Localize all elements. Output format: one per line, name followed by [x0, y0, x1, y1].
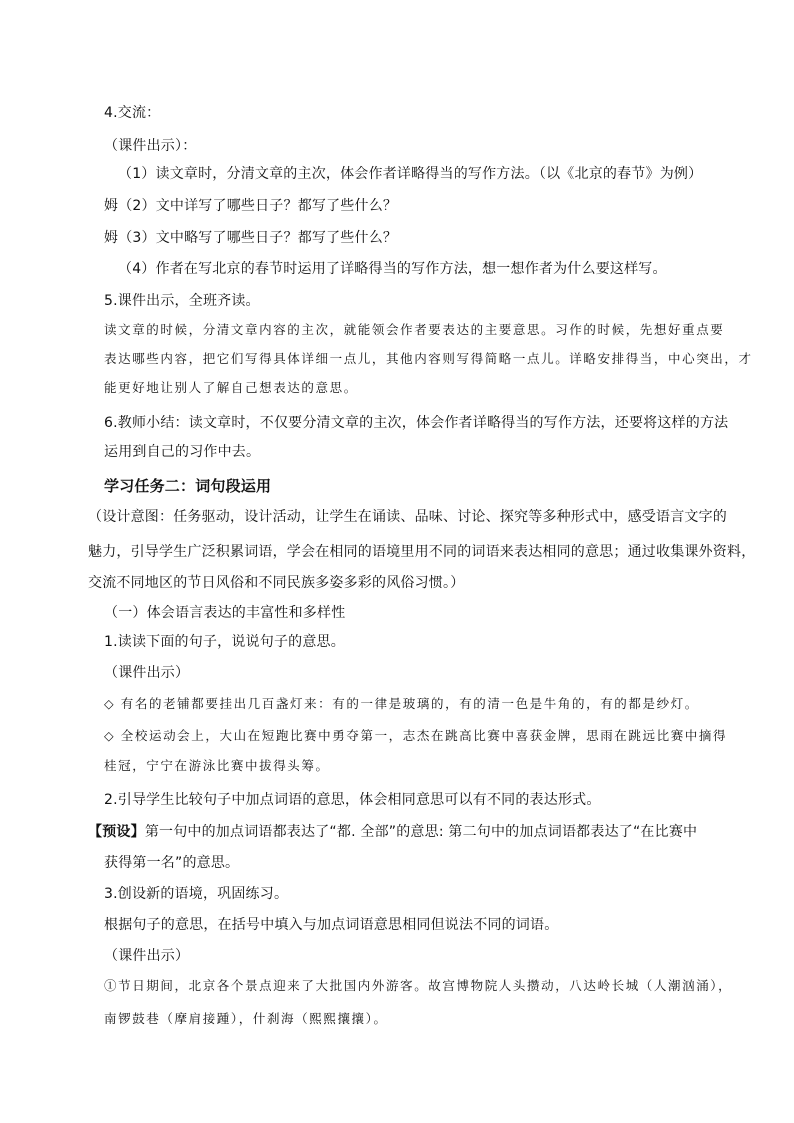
- design-intent-line: （设计意图：任务驱动，设计活动，让学生在诵读、品味、讨论、探究等多种形式中，感受语言文字的: [88, 509, 727, 525]
- example-sentence: ◇ 全校运动会上，大山在短跑比赛中勇夺第一，志杰在跳高比赛中喜获金牌，思雨在跳远比赛中摘得: [104, 728, 728, 743]
- paragraph-line: （4）作者在写北京的春节时运用了详略得当的写作方法，想一想作者为什么要这样写。: [118, 261, 667, 277]
- preset-label: 【预设】: [88, 824, 145, 840]
- design-intent-line: 魅力，引导学生广泛积累词语，学会在相同的语境里用不同的词语来表达相同的意思；通过收集课外资料，: [88, 544, 756, 560]
- reading-passage-line: 读文章的时候，分清文章内容的主次，就能领会作者要表达的主要意思。习作的时候，先想好重点要: [104, 322, 725, 337]
- example-sentence: ◇ 有名的老铺都要挂出几百盏灯来：有的一律是玻璃的，有的清一色是牛角的，有的都是纱灯。: [104, 696, 699, 711]
- paragraph-line: 6.教师小结：读文章时，不仅要分清文章的主次，体会作者详略得当的写作方法，还要将这样的方法: [104, 415, 729, 431]
- paragraph-line: 1.读读下面的句子，说说句子的意思。: [104, 634, 345, 650]
- reading-passage-line: 能更好地让别人了解自己想表达的意思。: [104, 380, 358, 395]
- paragraph-line: 运用到自己的习作中去。: [104, 444, 261, 460]
- courseware-label: （课件出示）: [104, 665, 190, 681]
- paragraph-line: 5.课件出示，全班齐读。: [104, 293, 260, 309]
- courseware-label: （课件出示）：: [104, 138, 197, 154]
- paragraph-line: 获得第一名”的意思。: [104, 855, 240, 871]
- paragraph-line: （1）读文章时，分清文章的主次，体会作者详略得当的写作方法。（以《北京的春节》为例）: [118, 166, 703, 182]
- paragraph-line: 姆（3）文中略写了哪些日子？都写了些什么？: [104, 230, 398, 246]
- paragraph-line: 3.创设新的语境，巩固练习。: [104, 886, 289, 902]
- exercise-sentence: ①节日期间，北京各个景点迎来了大批国内外游客。故宫博物院人头攒动，八达岭长城（人潮汹涌），: [104, 978, 733, 993]
- example-sentence: 桂冠，宁宁在游泳比赛中拔得头筹。: [104, 758, 330, 773]
- design-intent-line: 交流不同地区的节日风俗和不同民族多姿多彩的风俗习惯。）: [88, 575, 465, 591]
- paragraph-line: 根据句子的意思，在括号中填入与加点词语意思相同但说法不同的词语。: [104, 917, 559, 933]
- task-heading: 学习任务二：词句段运用: [104, 477, 272, 495]
- subsection-heading: （一）体会语言表达的丰富性和多样性: [104, 605, 346, 621]
- reading-passage-line: 表达哪些内容，把它们写得具体详细一点儿，其他内容则写得简略一点儿。详略安排得当，中心突出，才: [104, 351, 753, 366]
- paragraph-line: 姆（2）文中详写了哪些日子？都写了些什么？: [104, 198, 398, 214]
- exercise-sentence: 南锣鼓巷（摩肩接踵），什刹海（熙熙攘攘）。: [104, 1011, 388, 1026]
- section-heading-exchange: 4.交流：: [104, 105, 161, 121]
- courseware-label: （课件出示）: [104, 948, 190, 964]
- preset-line: [88, 822, 697, 842]
- preset-text: 第一句中的加点词语都表达了“都. 全部”的意思: 第二句中的加点词语都表达了“在比赛中: [144, 824, 698, 840]
- paragraph-line: 2.引导学生比较句子中加点词语的意思，体会相同意思可以有不同的表达形式。: [104, 792, 601, 808]
